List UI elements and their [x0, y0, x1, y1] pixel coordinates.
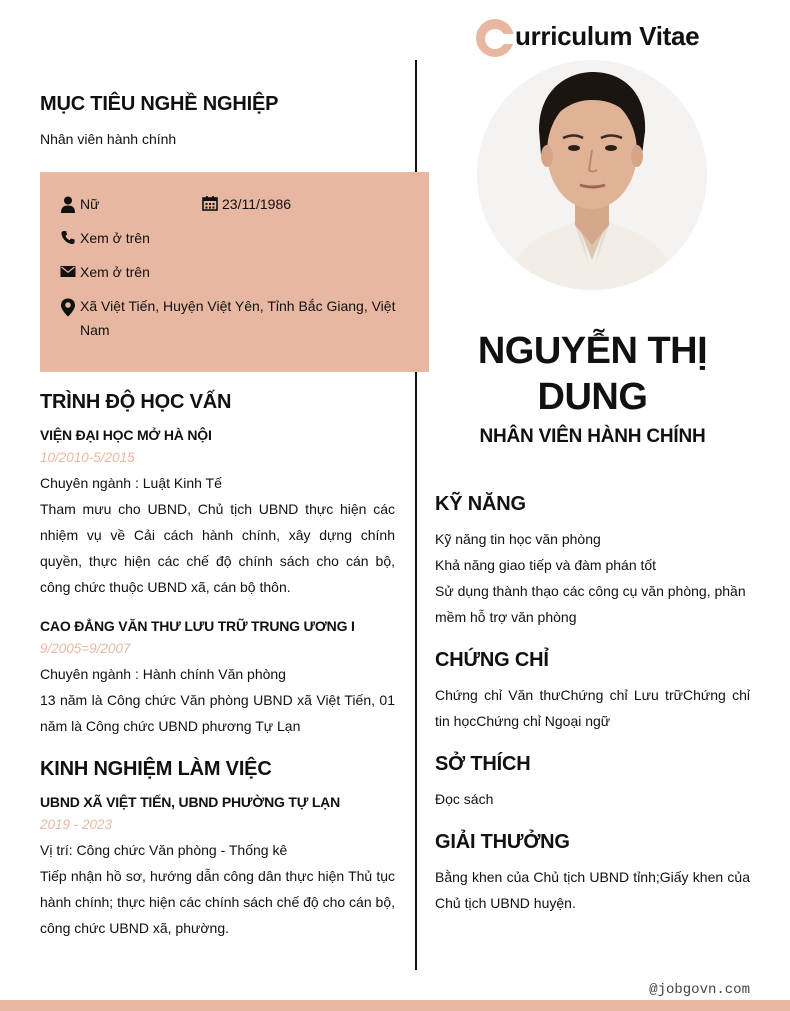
- candidate-name: [430, 328, 755, 420]
- gender-value: Nữ: [80, 196, 100, 212]
- phone-icon: [60, 230, 76, 245]
- phone-row: [60, 226, 150, 250]
- education-date-1: 10/2010-5/2015: [40, 450, 135, 465]
- calendar-icon: [202, 196, 218, 211]
- hobbies-text: Đọc sách: [435, 791, 494, 807]
- envelope-icon: [60, 264, 76, 278]
- experience-org-1: UBND XÃ VIỆT TIẾN, UBND PHƯỜNG TỰ LẠN: [40, 794, 340, 810]
- birthdate-value: 23/11/1986: [222, 196, 292, 212]
- personal-info-box: [40, 172, 429, 372]
- education-org-2: CAO ĐẲNG VĂN THƯ LƯU TRỮ TRUNG ƯƠNG I: [40, 618, 355, 634]
- address-row: [60, 294, 400, 342]
- education-org-1: VIỆN ĐẠI HỌC MỞ HÀ NỘI: [40, 427, 212, 443]
- experience-heading: KINH NGHIỆM LÀM VIỆC: [40, 758, 272, 780]
- cv-logo: [476, 18, 716, 58]
- name-line-2: DUNG: [537, 376, 648, 418]
- skill-item: Khả năng giao tiếp và đàm phán tốt: [435, 557, 657, 573]
- skill-item: Sử dụng thành thạo các công cụ văn phòng, phần mềm hỗ trợ văn phòng: [435, 583, 746, 625]
- awards-heading: GIẢI THƯỞNG: [435, 831, 570, 853]
- awards-text: Bằng khen của Chủ tịch UBND tỉnh;Giấy khen của Chủ tịch UBND huyện.: [435, 869, 750, 911]
- skills-heading: KỸ NĂNG: [435, 493, 526, 515]
- certificates-heading: CHỨNG CHỈ: [435, 649, 549, 671]
- logo-c-mark: [476, 19, 514, 57]
- education-heading: TRÌNH ĐỘ HỌC VẤN: [40, 391, 232, 413]
- education-date-2: 9/2005=9/2007: [40, 641, 131, 656]
- education-desc-1: Tham mưu cho UBND, Chủ tịch UBND thực hiện các nhiệm vụ về Cải cách hành chính, xây dựng chính quyền, thực hiện các chế độ chính sách cho cán bộ, công chức thuộc UBND xã, cán bộ thôn.: [40, 501, 395, 595]
- certificates-text: Chứng chỉ Văn thưChứng chỉ Lưu trữChứng chỉ tin họcChứng chỉ Ngoại ngữ: [435, 687, 750, 729]
- footer-bar: [0, 1000, 790, 1011]
- birthdate-row: [202, 192, 291, 216]
- gender-row: [60, 192, 99, 216]
- objective-heading: MỤC TIÊU NGHỀ NGHIỆP: [40, 93, 279, 115]
- watermark-text: @jobgovn.com: [649, 982, 750, 998]
- experience-position-1: Vị trí: Công chức Văn phòng - Thống kê: [40, 842, 288, 858]
- address-value: Xã Việt Tiến, Huyện Việt Yên, Tỉnh Bắc Giang, Việt Nam: [80, 298, 396, 338]
- hobbies-heading: SỞ THÍCH: [435, 753, 531, 775]
- profile-photo: [477, 60, 707, 290]
- skills-list: [435, 526, 750, 630]
- portrait-illustration: [477, 60, 707, 290]
- email-value: Xem ở trên: [80, 264, 150, 280]
- map-pin-icon: [60, 298, 76, 317]
- education-major-2: Chuyên ngành : Hành chính Văn phòng: [40, 666, 286, 682]
- objective-text: Nhân viên hành chính: [40, 131, 177, 147]
- candidate-job-title: NHÂN VIÊN HÀNH CHÍNH: [479, 426, 706, 447]
- experience-desc-1: Tiếp nhận hồ sơ, hướng dẫn công dân thực hiện Thủ tục hành chính; thực hiện các chính sách chế độ cho cán bộ, công chức UBND xã, phường.: [40, 868, 395, 936]
- person-icon: [60, 196, 76, 213]
- phone-value: Xem ở trên: [80, 230, 150, 246]
- education-desc-2: 13 năm là Công chức Văn phòng UBND xã Việt Tiến, 01 năm là Công chức UBND phương Tự Lạn: [40, 692, 395, 734]
- name-line-1: NGUYỄN THỊ: [477, 330, 708, 372]
- education-major-1: Chuyên ngành : Luật Kinh Tế: [40, 475, 222, 491]
- logo-text: urriculum Vitae: [515, 21, 700, 51]
- experience-date-1: 2019 - 2023: [40, 817, 113, 832]
- email-row: [60, 260, 150, 284]
- skill-item: Kỹ năng tin học văn phòng: [435, 531, 601, 547]
